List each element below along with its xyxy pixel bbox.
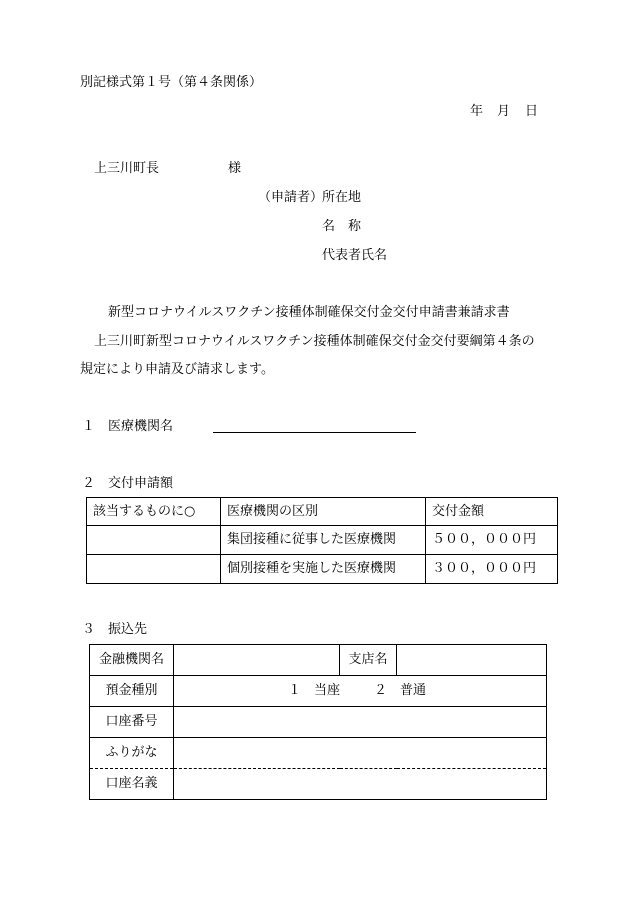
account-holder-label: 口座名義 [90, 769, 174, 800]
mark-cell-individual[interactable] [87, 555, 221, 584]
category-cell: 集団接種に従事した医療機関 [221, 526, 426, 555]
section2-label: 交付申請額 [108, 476, 174, 491]
branch-field[interactable] [397, 645, 547, 676]
medical-institution-name-line[interactable] [213, 432, 416, 433]
account-type-option-checking[interactable]: １ 当座 [288, 683, 341, 698]
table-header-category: 医療機関の区別 [221, 498, 426, 526]
account-number-field[interactable] [174, 707, 547, 738]
table-row [87, 526, 558, 555]
addressee-name: 上三川町長 [94, 161, 160, 176]
grant-amount-table [86, 497, 558, 584]
branch-label: 支店名 [340, 645, 397, 676]
furigana-field[interactable] [174, 738, 547, 769]
bank-transfer-table [89, 644, 547, 800]
applicant-label: （申請者） [258, 190, 324, 205]
applicant-representative-label: 代表者氏名 [322, 248, 388, 263]
mark-cell-group[interactable] [87, 526, 221, 555]
applicant-name-label: 名 称 [322, 219, 362, 234]
document-title: 新型コロナウイルスワクチン接種体制確保交付金交付申請書兼請求書 [108, 305, 510, 320]
date-month-label: 月 [497, 104, 511, 119]
amount-cell: ５００，０００円 [426, 526, 558, 555]
form-number: 別記様式第１号（第４条関係） [80, 75, 263, 90]
furigana-label: ふりがな [90, 738, 174, 769]
section1-number: １ [82, 419, 96, 434]
addressee-honorific: 様 [228, 161, 242, 176]
account-type-label: 預金種別 [90, 676, 174, 707]
section2-number: ２ [82, 476, 96, 491]
table-header-amount: 交付金額 [426, 498, 558, 526]
table-header-mark: 該当するものに○ [87, 498, 221, 526]
table-row [87, 555, 558, 584]
bank-name-label: 金融機関名 [90, 645, 174, 676]
date-day-label: 日 [525, 104, 539, 119]
bank-name-field[interactable] [174, 645, 340, 676]
account-type-options [174, 676, 547, 707]
document-body-line2: 規定により申請及び請求します。 [80, 362, 274, 377]
section3-label: 振込先 [108, 622, 148, 637]
account-number-label: 口座番号 [90, 707, 174, 738]
account-holder-field[interactable] [174, 769, 547, 800]
date-year-label: 年 [470, 104, 484, 119]
section1-label: 医療機関名 [108, 419, 174, 434]
amount-cell: ３００，０００円 [426, 555, 558, 584]
section3-number: ３ [82, 622, 96, 637]
account-type-option-savings[interactable]: ２ 普通 [374, 683, 427, 698]
document-body-line1: 上三川町新型コロナウイルスワクチン接種体制確保交付金交付要綱第４条の [94, 334, 535, 349]
category-cell: 個別接種を実施した医療機関 [221, 555, 426, 584]
applicant-address-label: 所在地 [322, 190, 362, 205]
